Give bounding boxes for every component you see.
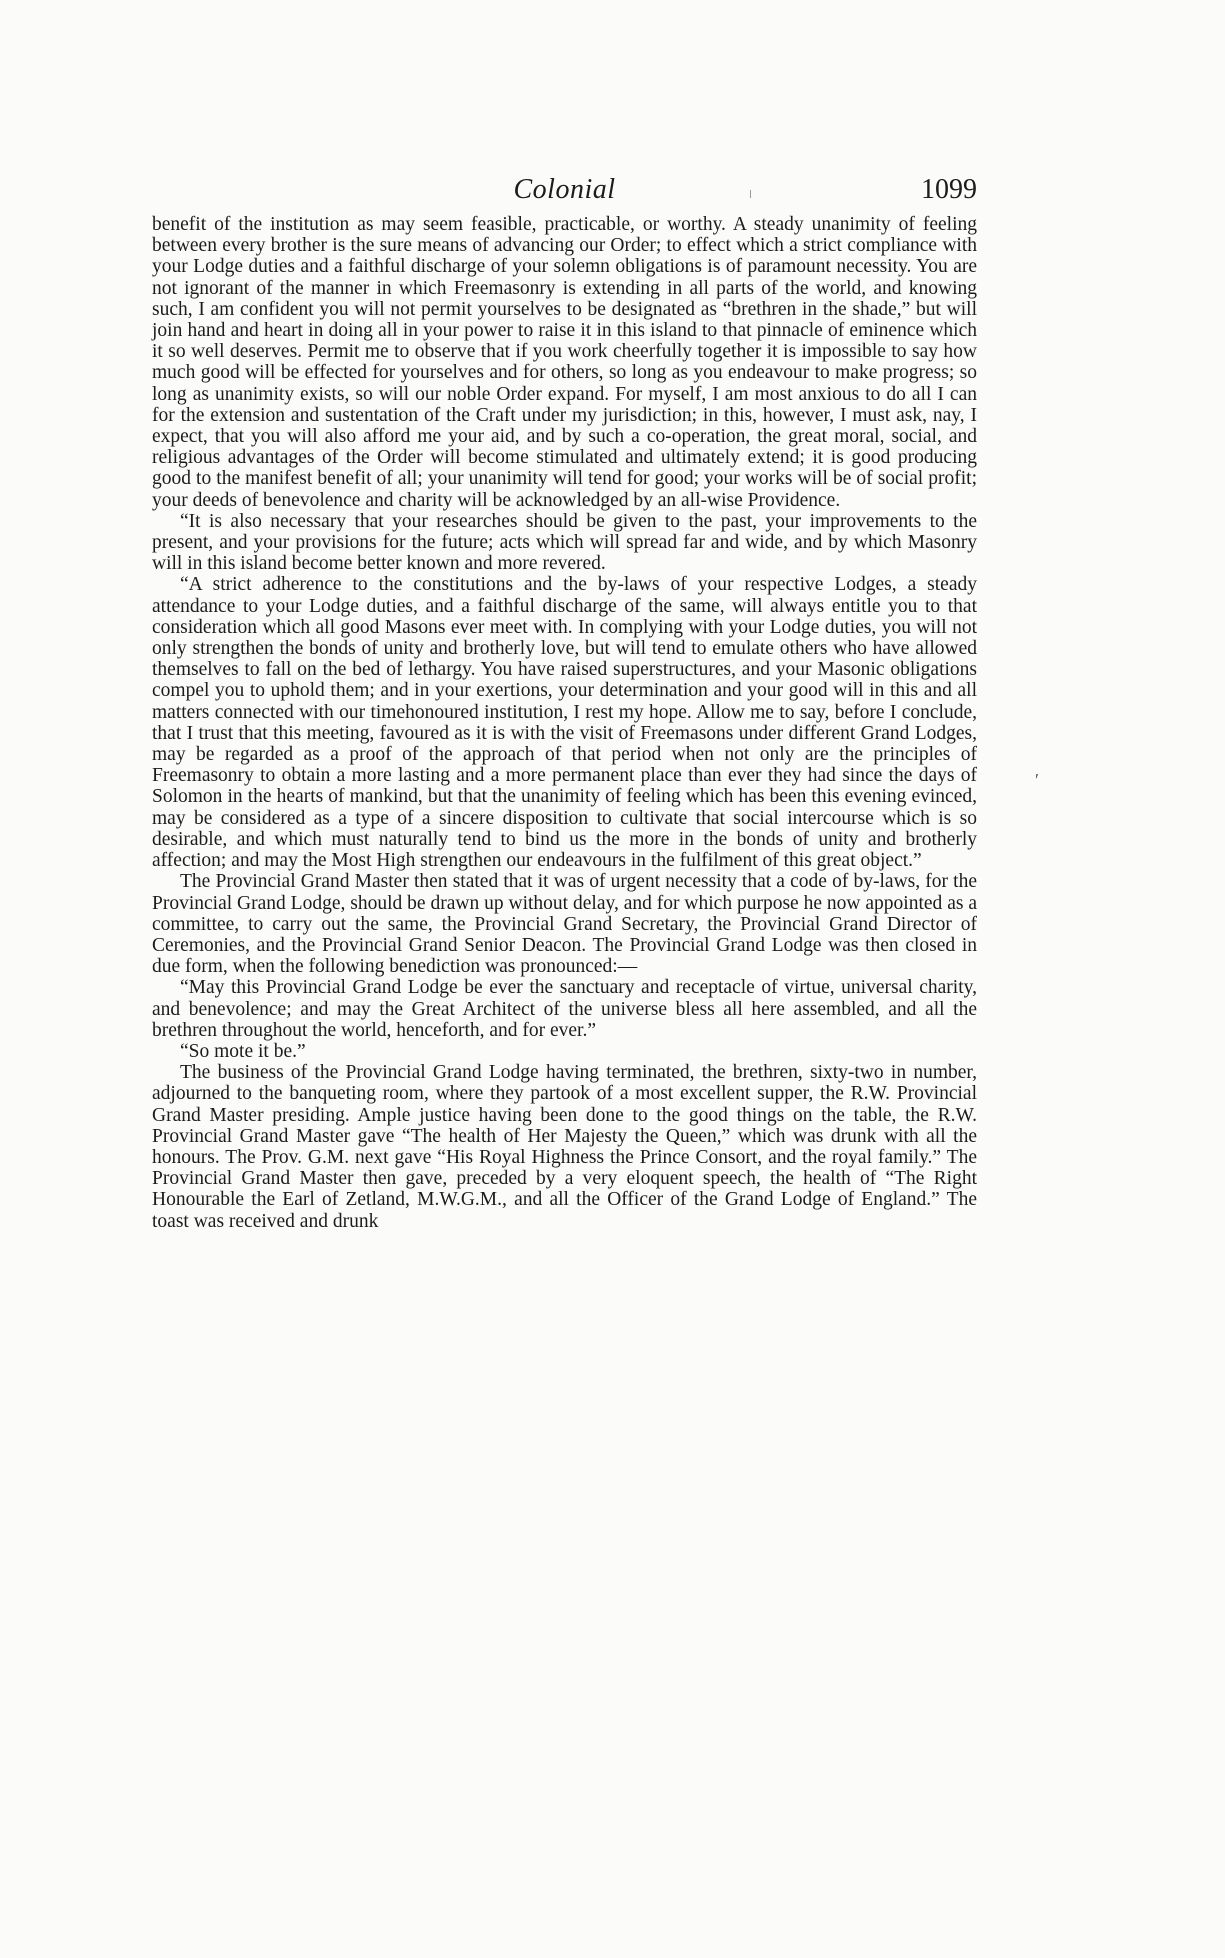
page-number: 1099	[921, 174, 977, 205]
running-head	[152, 170, 977, 210]
paragraph-by-laws: The Provincial Grand Master then stated that it was of urgent necessity that a code of by-laws, for the Provincial Grand Lodge, should be drawn up without delay, and for which purpose he now appointed as a committee, to carry out the same, the Provincial Grand Secretary, the Provincial Grand Director of Ceremonies, and the Provincial Grand Senior Deacon. The Provincial Grand Lodge was then closed in due form, when the following benediction was pronounced:—	[152, 871, 977, 978]
paragraph-benediction: “May this Provincial Grand Lodge be ever the sanctuary and receptacle of virtue, universal charity, and benevolence; and may the Great Architect of the universe bless all here assembled, and all the brethren throughout the world, henceforth, and for ever.”	[152, 977, 977, 1041]
paragraph-banquet: The business of the Provincial Grand Lodge having terminated, the brethren, sixty-two in number, adjourned to the banqueting room, where they partook of a most excellent supper, the R.W. Provincial Grand Master presiding. Ample justice having been done to the good things on the table, the R.W. Provincial Grand Master gave “The health of Her Majesty the Queen,” which was drunk with all the honours. The Prov. G.M. next gave “His Royal Highness the Prince Consort, and the royal family.” The Provincial Grand Master then gave, preceded by a very eloquent speech, the health of “The Right Honourable the Earl of Zetland, M.W.G.M., and all the Officer of the Grand Lodge of England.” The toast was received and drunk	[152, 1062, 977, 1232]
paragraph-adherence: “A strict adherence to the constitutions and the by-laws of your respective Lodges, a steady attendance to your Lodge duties, and a faithful discharge of the same, will always entitle you to that consideration which all good Masons ever meet with. In complying with your Lodge duties, you will not only strengthen the bonds of unity and brotherly love, but will tend to emulate others who have allowed themselves to fall on the bed of lethargy. You have raised superstructures, and your Masonic obligations compel you to uphold them; and in your exertions, your determination and your good will in this and all matters connected with our timehonoured institution, I rest my hope. Allow me to say, before I conclude, that I trust that this meeting, favoured as it is with the visit of Freemasons under different Grand Lodges, may be regarded as a proof of the approach of that period when not only are the principles of Freemasonry to obtain a more lasting and a more permanent place than ever they had since the days of Solomon in the hearts of mankind, but that the unanimity of feeling which has been this evening evinced, may be considered as a type of a sincere disposition to cultivate that social intercourse which is so desirable, and which must naturally tend to bind us the more in the bonds of unity and brotherly affection; and may the Most High strengthen our endeavours in the fulfilment of this great object.”	[152, 574, 977, 872]
section-title: Colonial	[513, 174, 616, 205]
paragraph-researches: “It is also necessary that your researches should be given to the past, your improvements to the present, and your provisions for the future; acts which will spread far and wide, and by which Masonry will in this island become better known and more revered.	[152, 510, 977, 575]
paragraph-continuation: benefit of the institution as may seem feasible, practicable, or worthy. A steady unanimity of feeling between every brother is the sure means of advancing our Order; to effect which a strict compliance with your Lodge duties and a faithful discharge of your solemn obligations is of paramount necessity. You are not ignorant of the manner in which Freemasonry is extending in all parts of the world, and knowing such, I am confident you will not permit yourselves to be designated as “brethren in the shade,” but will join hand and heart in doing all in your power to raise it in this island to that pinnacle of eminence which it so well deserves. Permit me to observe that if you work cheerfully together it is impossible to say how much good will be effected for yourselves and for others, so long as you endeavour to make progress; so long as unanimity exists, so will our noble Order expand. For myself, I am most anxious to do all I can for the extension and sustentation of the Craft under my jurisdiction; in this, however, I must ask, nay, I expect, that you will also afford me your aid, and by such a co-operation, the great moral, social, and religious advantages of the Order will become stimulated and ultimately extend; it is good producing good to the manifest benefit of all; your unanimity will tend for good; your works will be of social profit; your deeds of benevolence and charity will be acknowledged by an all-wise Providence.	[152, 214, 977, 511]
body-text	[152, 214, 977, 1232]
print-speck	[750, 190, 751, 198]
margin-mark: ′	[1035, 770, 1039, 790]
paragraph-so-mote-it-be: “So mote it be.”	[180, 1040, 306, 1062]
